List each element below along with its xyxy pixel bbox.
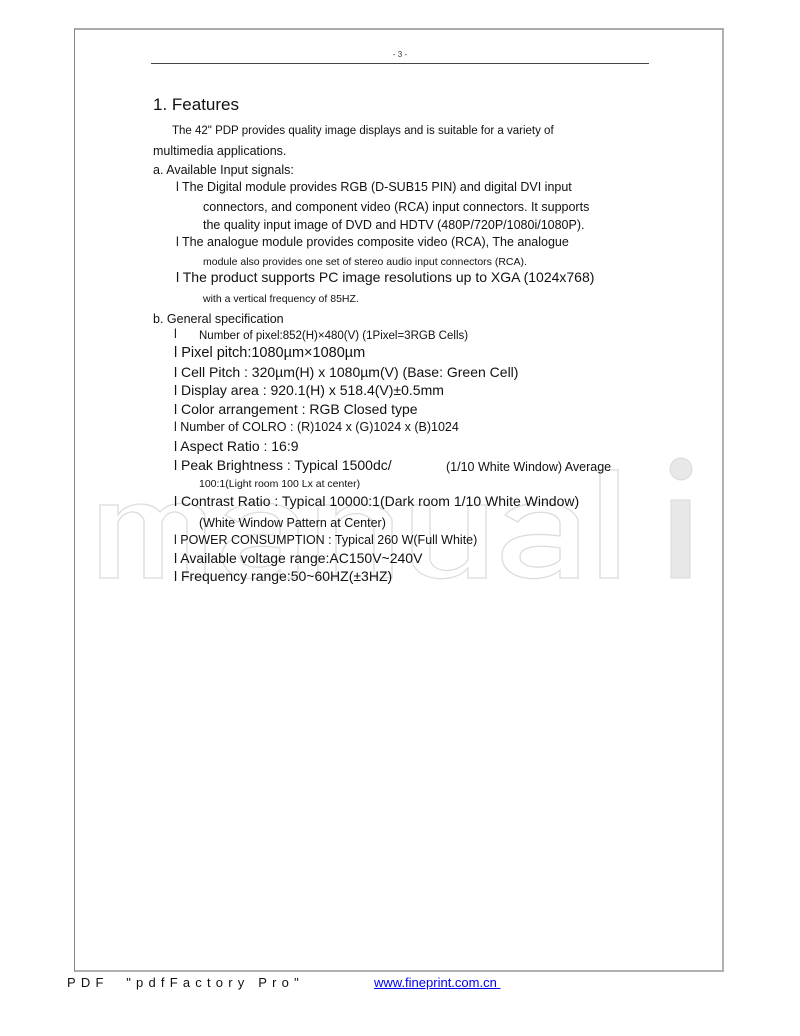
spec-peak-brightness-continuation: 100:1(Light room 100 Lx at center) (199, 478, 361, 490)
spec-aspect-ratio: l Aspect Ratio : 16:9 (174, 438, 299, 454)
spec-peak-brightness-window: (1/10 White Window) Average (446, 460, 612, 474)
general-spec-heading: b. General specification (153, 312, 284, 326)
input-item-analogue-line-2: module also provides one set of stereo audio input connectors (RCA). (203, 256, 527, 268)
spec-frequency-range: l Frequency range:50~60HZ(±3HZ) (174, 568, 393, 584)
page-number: - 3 - (392, 50, 408, 59)
input-item-digital-line-2: connectors, and component video (RCA) input connectors. It supports (203, 200, 590, 214)
header-rule (151, 63, 649, 64)
spec-display-area: l Display area : 920.1(H) x 518.4(V)±0.5mm (174, 382, 444, 398)
spec-contrast-ratio: l Contrast Ratio : Typical 10000:1(Dark room 1/10 White Window) (174, 493, 580, 509)
spec-number-of-colors: l Number of COLRO : (R)1024 x (G)1024 x (B)1024 (174, 420, 459, 434)
spec-contrast-ratio-continuation: (White Window Pattern at Center) (199, 516, 386, 530)
input-signals-heading: a. Available Input signals: (153, 163, 294, 177)
fineprint-link[interactable]: www.fineprint.com.cn (374, 975, 501, 990)
intro-line-2: multimedia applications. (153, 144, 287, 158)
intro-line-1: The 42" PDP provides quality image displays and is suitable for a variety of (172, 125, 554, 137)
pdf-footer (0, 975, 800, 995)
spec-power-consumption: l POWER CONSUMPTION : Typical 260 W(Full White) (174, 533, 478, 547)
spec-cell-pitch: l Cell Pitch : 320µm(H) x 1080µm(V) (Base: Green Cell) (174, 364, 519, 380)
spec-peak-brightness: l Peak Brightness : Typical 1500dc/ (174, 457, 392, 473)
spec-bullet: l (174, 327, 177, 341)
spec-voltage-range: l Available voltage range:AC150V~240V (174, 550, 423, 566)
input-item-analogue-line-1: l The analogue module provides composite video (RCA), The analogue (176, 235, 569, 249)
input-item-digital-line-3: the quality input image of DVD and HDTV (480P/720P/1080i/1080P). (203, 218, 585, 232)
input-item-digital-line-1: l The Digital module provides RGB (D-SUB15 PIN) and digital DVI input (176, 180, 572, 194)
spec-pixel-pitch: l Pixel pitch:1080µm×1080µm (174, 345, 366, 361)
input-item-pc-line-2: with a vertical frequency of 85HZ. (203, 293, 359, 305)
spec-number-of-pixel: Number of pixel:852(H)×480(V) (1Pixel=3RGB Cells) (199, 330, 469, 342)
spec-color-arrangement: l Color arrangement : RGB Closed type (174, 401, 418, 417)
input-item-pc-line-1: l The product supports PC image resolutions up to XGA (1024x768) (176, 269, 595, 285)
pdffactory-label: PDF "pdfFactory Pro" (67, 975, 304, 990)
section-title: 1. Features (153, 95, 239, 114)
